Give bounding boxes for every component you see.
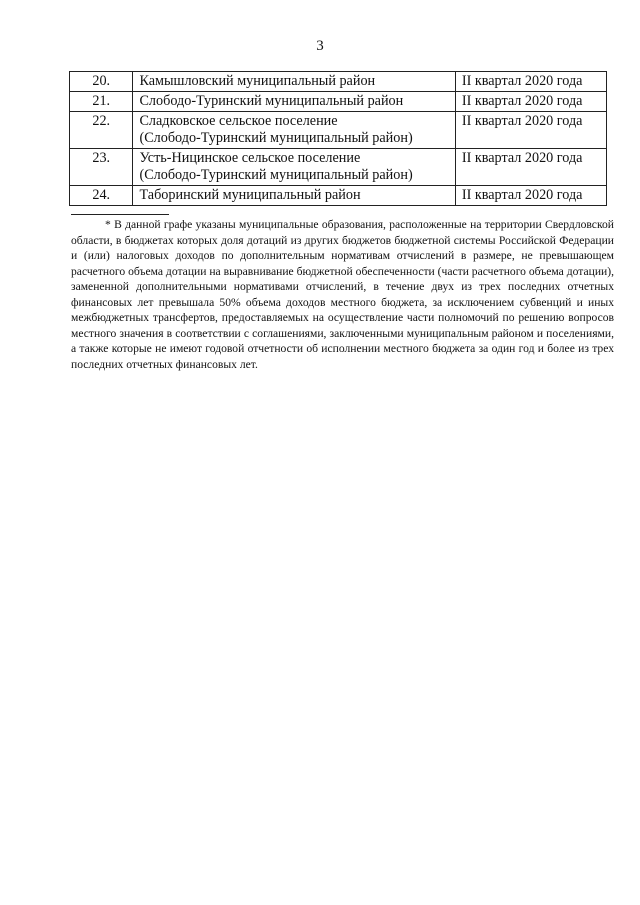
table-row xyxy=(70,72,607,92)
municipality-name xyxy=(133,92,455,112)
footnote-separator xyxy=(71,214,169,215)
row-number: 21. xyxy=(70,92,133,112)
row-number: 20. xyxy=(70,72,133,92)
municipality-name-line: Усть-Ницинское сельское поселение xyxy=(139,150,361,166)
municipality-name-line: Таборинский муниципальный район xyxy=(139,187,361,203)
footnote-text: * В данной графе указаны муниципальные образования, расположенные на территории Свердловской области, в бюджетах которых доля дотаций из других бюджетов бюджетной системы Российской Федерации и (или) налоговых доходов по дополнительным нормативам отчислений в размере, не превышающем расчетного объема дотации на выравнивание бюджетной обеспеченности (части расчетного объема дотации), замененной дополнительными нормативами отчислений, в течение двух из трех последних отчетных финансовых лет превышала 50% объема доходов местного бюджета, за исключением субвенций и иных межбюджетных трансфертов, предоставляемых на осуществление части полномочий по решению вопросов местного значения в соответствии с соглашениями, заключенными муниципальным районом и поселениями, а также которые не имеют годовой отчетности об исполнении местного бюджета за один год и более из трех последних отчетных финансовых лет. xyxy=(71,218,614,371)
municipality-name-line: (Слободо-Туринский муниципальный район) xyxy=(139,167,413,183)
table-row xyxy=(70,112,607,149)
table-row xyxy=(70,92,607,112)
municipality-name-line: Камышловский муниципальный район xyxy=(139,73,376,89)
municipality-name xyxy=(133,186,455,206)
municipality-name-line: Сладковское сельское поселение xyxy=(139,113,338,129)
municipality-name xyxy=(133,72,455,92)
municipality-name xyxy=(133,112,455,149)
table-row xyxy=(70,186,607,206)
table-row xyxy=(70,149,607,186)
page-number: 3 xyxy=(316,38,324,54)
row-number: 24. xyxy=(70,186,133,206)
municipality-name xyxy=(133,149,455,186)
municipality-name-line: (Слободо-Туринский муниципальный район) xyxy=(139,130,413,146)
period-cell: II квартал 2020 года xyxy=(455,149,606,186)
municipality-schedule-table xyxy=(69,71,607,206)
row-number: 22. xyxy=(70,112,133,149)
period-cell: II квартал 2020 года xyxy=(455,112,606,149)
period-cell: II квартал 2020 года xyxy=(455,72,606,92)
municipality-name-line: Слободо-Туринский муниципальный район xyxy=(139,93,404,109)
row-number: 23. xyxy=(70,149,133,186)
period-cell: II квартал 2020 года xyxy=(455,92,606,112)
period-cell: II квартал 2020 года xyxy=(455,186,606,206)
